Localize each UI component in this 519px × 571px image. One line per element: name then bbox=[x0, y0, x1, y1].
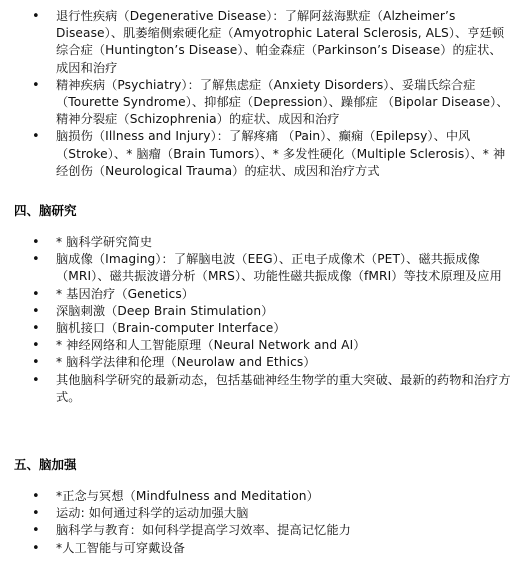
list-item-text: 脑损伤（Illness and Injury）：了解疼痛 （Pain）、癫痫（Epilepsy）、中风（Stroke）、* 脑瘤（Brain Tumors）、* 多发性硬化（Multiple Sclerosis）、* 神经创伤（Neurological Trauma）的症状、成因和治疗方式 bbox=[56, 129, 506, 178]
bullet-icon: • bbox=[32, 338, 40, 354]
list-item bbox=[0, 488, 519, 505]
bullet-icon: • bbox=[32, 286, 40, 302]
list-item bbox=[0, 540, 519, 557]
bullet-icon: • bbox=[32, 355, 40, 371]
bullet-icon: • bbox=[32, 540, 40, 556]
list-item bbox=[0, 303, 519, 320]
list-item bbox=[0, 251, 519, 285]
list-item-text: *正念与冥想（Mindfulness and Meditation） bbox=[56, 489, 319, 503]
list-item bbox=[0, 128, 519, 180]
list-item-text: 退行性疾病（Degenerative Disease）：了解阿兹海默症（Alzheimer’s Disease）、肌萎缩侧索硬化症（Amyotrophic Lateral Sclerosis, ALS）、亨廷顿综合症（Huntington’s Disease）、帕金森症（Parkinson’s Disease）的症状、成因和治疗 bbox=[56, 9, 505, 75]
list-item-text: 其他脑科学研究的最新动态，包括基础神经生物学的重大突破、最新的药物和治疗方式。 bbox=[56, 372, 511, 404]
bullet-icon: • bbox=[32, 252, 40, 268]
bullet-icon: • bbox=[32, 523, 40, 539]
list-item-text: * 神经网络和人工智能原理（Neural Network and AI） bbox=[56, 338, 366, 353]
list-item bbox=[0, 354, 519, 371]
list-item-text: 深脑刺激（Deep Brain Stimulation） bbox=[56, 303, 274, 318]
list-item bbox=[0, 372, 519, 406]
disease-list bbox=[0, 8, 519, 180]
list-item-text: 脑机接口（Brain-computer Interface） bbox=[56, 321, 286, 336]
list-item bbox=[0, 234, 519, 251]
bullet-icon: • bbox=[32, 77, 40, 93]
list-item bbox=[0, 8, 519, 77]
list-item bbox=[0, 522, 519, 539]
list-item-text: * 基因治疗（Genetics） bbox=[56, 286, 195, 301]
bullet-icon: • bbox=[32, 235, 40, 250]
brain-research-list bbox=[0, 234, 519, 406]
section-heading-brain-research: 四、脑研究 bbox=[14, 203, 77, 218]
list-item-text: 脑科学与教育：如何科学提高学习效率、提高记忆能力 bbox=[56, 523, 351, 538]
list-item bbox=[0, 286, 519, 303]
section-heading-brain-enhancement: 五、脑加强 bbox=[14, 457, 77, 472]
bullet-icon: • bbox=[32, 9, 40, 24]
bullet-icon: • bbox=[32, 129, 40, 145]
list-item-text: 脑成像（Imaging）：了解脑电波（EEG）、正电子成像术（PET）、磁共振成像（MRI）、磁共振波谱分析（MRS）、功能性磁共振成像（fMRI）等技术原理及应用 bbox=[56, 252, 502, 284]
bullet-icon: • bbox=[32, 321, 40, 337]
bullet-icon: • bbox=[32, 303, 40, 319]
list-item bbox=[0, 337, 519, 354]
list-item-text: * 脑科学研究简史 bbox=[56, 235, 153, 249]
list-item bbox=[0, 505, 519, 522]
list-item-text: 运动: 如何通过科学的运动加强大脑 bbox=[56, 506, 249, 521]
list-item bbox=[0, 320, 519, 337]
bullet-icon: • bbox=[32, 506, 40, 522]
bullet-icon: • bbox=[32, 372, 40, 388]
list-item bbox=[0, 77, 519, 129]
list-item-text: 精神疾病（Psychiatry）：了解焦虑症（Anxiety Disorders）、妥瑞氏综合症（Tourette Syndrome）、抑郁症（Depression）、躁郁症 （Bipolar Disease）、精神分裂症（Schizophrenia）的症状、成因和治疗 bbox=[56, 77, 509, 127]
list-item-text: *人工智能与可穿戴设备 bbox=[56, 540, 186, 555]
brain-enhancement-list bbox=[0, 488, 519, 557]
bullet-icon: • bbox=[32, 489, 40, 504]
list-item-text: * 脑科学法律和伦理（Neurolaw and Ethics） bbox=[56, 355, 316, 370]
